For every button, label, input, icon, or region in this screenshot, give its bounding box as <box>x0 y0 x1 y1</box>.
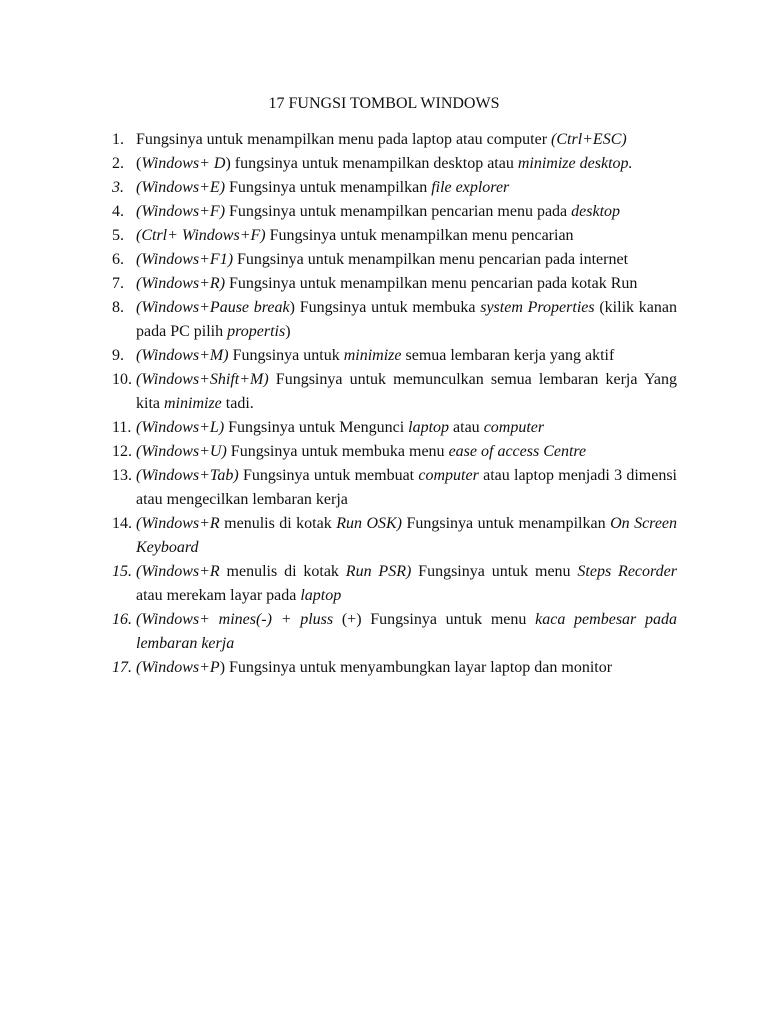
text-segment: minimize <box>164 395 222 412</box>
shortcut-list <box>112 128 677 680</box>
text-segment: (Windows+P <box>136 659 220 676</box>
text-segment: menulis di kotak <box>219 563 346 580</box>
list-item-text <box>136 251 628 268</box>
list-item-text <box>136 371 677 412</box>
list-item-number: 4. <box>112 203 124 220</box>
list-item-text <box>136 275 637 292</box>
text-segment: minimize <box>343 347 402 364</box>
text-segment: (Ctrl+ Windows+F) <box>136 227 266 244</box>
text-segment: Run OSK) <box>336 515 402 532</box>
text-segment: (Windows+M) <box>136 347 229 364</box>
text-segment: Windows+ D <box>141 155 226 172</box>
text-segment: ease of access Centre <box>448 443 587 460</box>
text-segment: ) Fungsinya untuk membuka <box>289 299 481 316</box>
text-segment: ) fungsinya untuk menampilkan desktop atau <box>225 155 518 172</box>
text-segment: computer <box>483 419 545 436</box>
text-segment: Fungsinya untuk menampilkan pencarian menu pada <box>225 203 572 220</box>
list-item-number: 2. <box>112 155 124 172</box>
text-segment: desktop <box>571 203 621 220</box>
text-segment: atau laptop menjadi 3 dimensi atau mengecilkan lembaran kerja <box>136 467 677 508</box>
list-item-text <box>136 443 586 460</box>
list-item-text <box>136 299 677 340</box>
text-segment: atau <box>449 419 484 436</box>
list-item-text <box>136 467 677 508</box>
list-item <box>112 368 677 416</box>
list-item-number: 10. <box>112 371 132 388</box>
list-item-number: 17. <box>112 659 132 676</box>
text-segment: Run PSR) <box>345 563 412 580</box>
text-segment: On Screen Keyboard <box>136 515 678 556</box>
list-item-number: 6. <box>112 251 124 268</box>
list-item <box>112 200 677 224</box>
list-item <box>112 656 677 680</box>
text-segment: Fungsinya untuk <box>228 347 344 364</box>
list-item <box>112 608 677 656</box>
text-segment: tadi. <box>221 395 254 412</box>
text-segment: ( <box>136 155 142 172</box>
list-item-number: 8. <box>112 299 124 316</box>
text-segment: Fungsinya untuk menampilkan menu pencarian <box>265 227 574 244</box>
text-segment: (Windows+U) <box>136 443 227 460</box>
list-item-text <box>136 131 627 148</box>
list-item-text <box>136 203 620 220</box>
list-item <box>112 416 677 440</box>
list-item <box>112 224 677 248</box>
text-segment: (Windows+ mines(-) + pluss <box>136 611 334 628</box>
list-item-text <box>136 659 612 676</box>
text-segment: Fungsinya untuk menampilkan <box>225 179 432 196</box>
text-segment: Fungsinya untuk menampilkan menu pada laptop atau computer <box>136 131 552 148</box>
text-segment: Fungsinya untuk Mengunci <box>224 419 409 436</box>
text-segment: system Properties <box>480 299 595 316</box>
text-segment: laptop <box>408 419 450 436</box>
list-item-number: 13. <box>112 467 132 484</box>
list-item <box>112 128 677 152</box>
list-item <box>112 176 677 200</box>
text-segment: (Windows+Pause break <box>136 299 290 316</box>
list-item-text <box>136 227 574 244</box>
list-item-number: 1. <box>112 131 124 148</box>
text-segment: (Windows+E) <box>136 179 226 196</box>
text-segment: laptop <box>300 587 342 604</box>
text-segment: kaca pembesar pada lembaran kerja <box>136 611 678 652</box>
text-segment: ) <box>285 323 291 340</box>
text-segment: minimize desktop. <box>517 155 633 172</box>
list-item-text <box>136 179 509 196</box>
text-segment: menulis di kotak <box>219 515 337 532</box>
text-segment: Fungsinya untuk menampilkan menu pencarian pada kotak Run <box>225 275 638 292</box>
text-segment: (+) Fungsinya untuk menu <box>333 611 536 628</box>
list-item <box>112 440 677 464</box>
text-segment: Fungsinya untuk memunculkan semua lembaran kerja Yang kita <box>136 371 677 412</box>
text-segment: (Windows+R <box>136 563 220 580</box>
list-item-number: 3. <box>112 179 124 196</box>
text-segment: (Windows+Shift+M) <box>136 371 269 388</box>
list-item-number: 12. <box>112 443 132 460</box>
list-item-text <box>136 155 633 172</box>
list-item <box>112 152 677 176</box>
list-item <box>112 296 677 344</box>
list-item-number: 9. <box>112 347 124 364</box>
text-segment: Fungsinya untuk membuat <box>238 467 419 484</box>
text-segment: (Windows+R) <box>136 275 226 292</box>
text-segment: Fungsinya untuk menampilkan <box>402 515 611 532</box>
text-segment: computer <box>418 467 479 484</box>
list-item-number: 15. <box>112 563 132 580</box>
list-item-number: 7. <box>112 275 124 292</box>
text-segment: Fungsinya untuk membuka menu <box>226 443 449 460</box>
list-item <box>112 344 677 368</box>
list-item <box>112 464 677 512</box>
text-segment: (Windows+Tab) <box>136 467 239 484</box>
list-item-number: 5. <box>112 227 124 244</box>
list-item-number: 11. <box>112 419 132 436</box>
list-item <box>112 512 677 560</box>
document-title: 17 FUNGSI TOMBOL WINDOWS <box>268 95 500 112</box>
text-segment: (Windows+F) <box>136 203 226 220</box>
text-segment: Fungsinya untuk menu <box>411 563 578 580</box>
text-segment: semua lembaran kerja yang aktif <box>401 347 615 364</box>
list-item-text <box>136 419 544 436</box>
list-item-text <box>136 347 614 364</box>
list-item-number: 16. <box>112 611 132 628</box>
text-segment: propertis <box>227 323 286 340</box>
text-segment: (Ctrl+ESC) <box>551 131 627 148</box>
list-item-number: 14. <box>112 515 132 532</box>
list-item-text <box>136 611 677 652</box>
list-item <box>112 560 677 608</box>
text-segment: ) Fungsinya untuk menyambungkan layar laptop dan monitor <box>219 659 613 676</box>
list-item-text <box>136 563 677 604</box>
text-segment: (Windows+F1) <box>136 251 234 268</box>
list-item-text <box>136 515 677 556</box>
list-item <box>112 248 677 272</box>
text-segment: (Windows+L) <box>136 419 225 436</box>
text-segment: Steps Recorder <box>577 563 677 580</box>
text-segment: (kilik kanan pada PC pilih <box>136 299 677 340</box>
text-segment: Fungsinya untuk menampilkan menu pencarian pada internet <box>233 251 629 268</box>
text-segment: atau merekam layar pada <box>136 587 301 604</box>
text-segment: (Windows+R <box>136 515 220 532</box>
text-segment: file explorer <box>431 179 510 196</box>
list-item <box>112 272 677 296</box>
